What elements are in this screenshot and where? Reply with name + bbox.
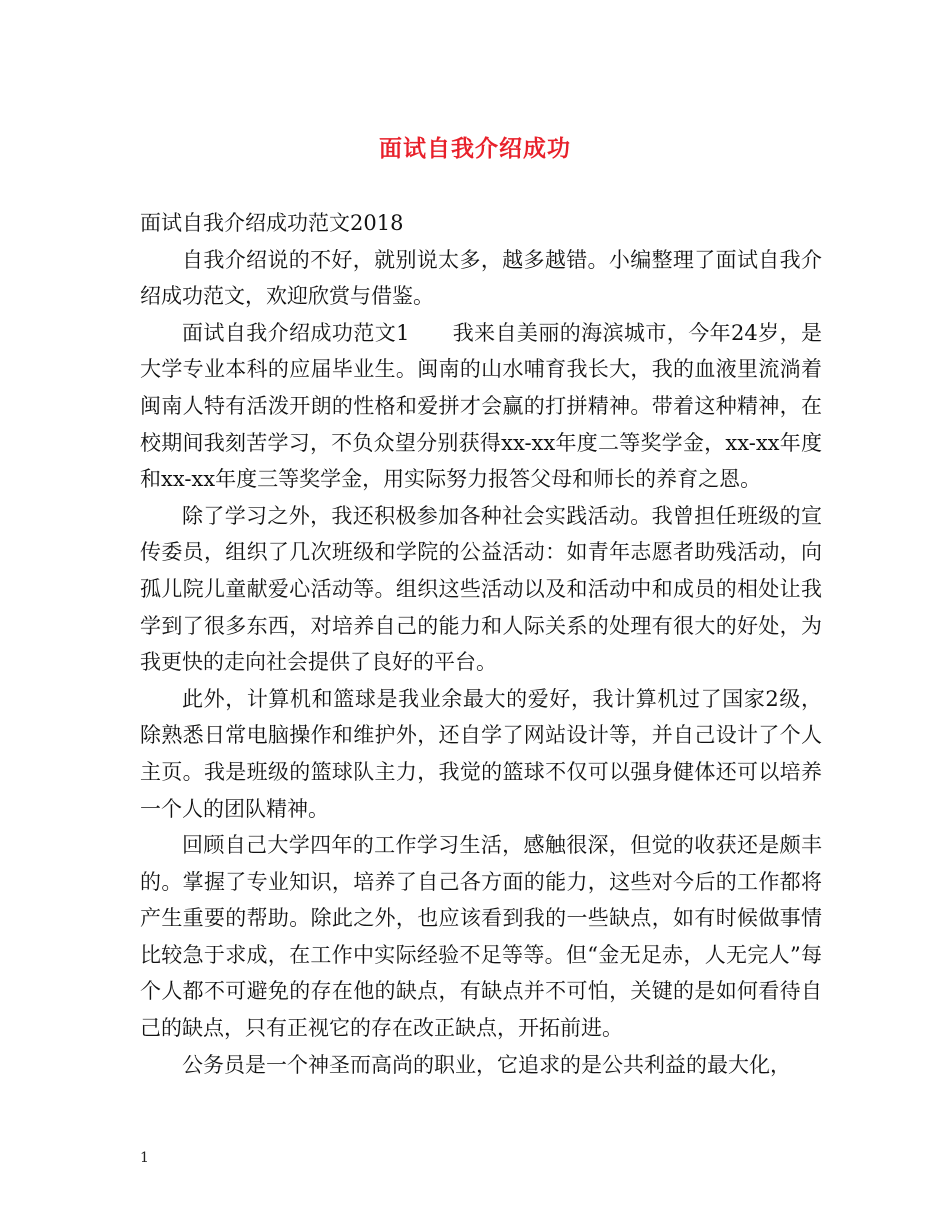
paragraph-civil-servant: 公务员是一个神圣而高尚的职业，它追求的是公共利益的最大化， <box>182 1052 791 1077</box>
document-subtitle: 面试自我介绍成功范文2018 <box>140 211 404 235</box>
document-body <box>140 205 822 1083</box>
page-number: 1 <box>140 1150 149 1166</box>
paragraph-review: 回顾自己大学四年的工作学习生活，感触很深，但觉的收获还是颇丰的。掌握了专业知识，培养了自己各方面的能力，这些对今后的工作都将产生重要的帮助。除此之外，也应该看到我的一些缺点，如有时候做事情比较急于求成，在工作中实际经验不足等等。但“金无足赤，人无完人”每个人都不可避免的存在他的缺点，有缺点并不可怕，关键的是如何看待自己的缺点，只有正视它的存在改正缺点，开拓前进。 <box>140 833 822 1041</box>
paragraph-activities: 除了学习之外，我还积极参加各种社会实践活动。我曾担任班级的宣传委员，组织了几次班级和学院的公益活动：如青年志愿者助残活动，向孤儿院儿童献爱心活动等。组织这些活动以及和活动中和成员的相处让我学到了很多东西，对培养自己的能力和人际关系的处理有很大的好处，为我更快的走向社会提供了良好的平台。 <box>140 503 822 675</box>
paragraph-hobbies: 此外，计算机和篮球是我业余最大的爱好，我计算机过了国家2级，除熟悉日常电脑操作和维护外，还自学了网站设计等，并自己设计了个人主页。我是班级的篮球队主力，我觉的篮球不仅可以强身健体还可以培养一个人的团队精神。 <box>140 686 822 821</box>
paragraph-sample-1: 面试自我介绍成功范文1 我来自美丽的海滨城市，今年24岁，是大学专业本科的应届毕业生。闽南的山水哺育我长大，我的血液里流淌着闽南人特有活泼开朗的性格和爱拼才会赢的打拼精神。带着这种精神，在校期间我刻苦学习，不负众望分别获得xx-xx年度二等奖学金，xx-xx年度和xx-xx年度三等奖学金，用实际努力报答父母和师长的养育之恩。 <box>140 320 822 492</box>
paragraph-intro: 自我介绍说的不好，就别说太多，越多越错。小编整理了面试自我介绍成功范文，欢迎欣赏与借鉴。 <box>140 247 822 309</box>
document-title: 面试自我介绍成功 <box>379 135 571 162</box>
